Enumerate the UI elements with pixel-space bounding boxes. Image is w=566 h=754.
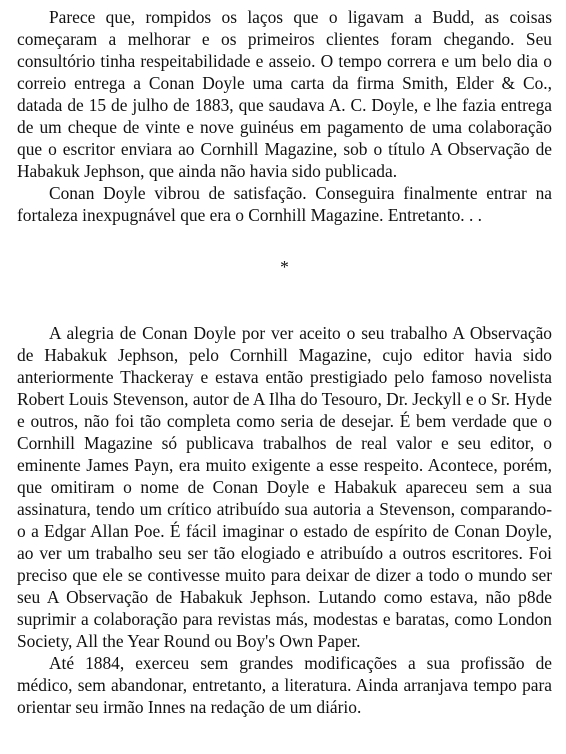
section-separator: * <box>280 257 289 277</box>
paragraph-ate-1884: Até 1884, exerceu sem grandes modificações a sua profissão de médico, sem abandonar, entretanto, a literatura. Ainda arranjava tempo para orientar seu irmão Innes na redação de um diário. <box>17 653 552 717</box>
paragraph-vibrou: Conan Doyle vibrou de satisfação. Conseguira finalmente entrar na fortaleza inexpugnável que era o Cornhill Magazine. Entretanto. . . <box>17 183 552 225</box>
document-page <box>17 6 552 718</box>
paragraph-alegria: A alegria de Conan Doyle por ver aceito o seu trabalho A Observação de Habakuk Jephson, pelo Cornhill Magazine, cujo editor havia sido anteriormente Thackeray e estava então prestigiado pelo famoso novelista Robert Louis Stevenson, autor de A Ilha do Tesouro, Dr. Jeckyll e o Sr. Hyde e outros, não foi tão completa como seria de desejar. É bem verdade que o Cornhill Magazine só publicava trabalhos de real valor e seu editor, o eminente James Payn, era muito exigente a esse respeito. Acontece, porém, que omitiram o nome de Conan Doyle e Habakuk apareceu sem a sua assinatura, tendo um crítico atribuído sua autoria a Stevenson, comparando-o a Edgar Allan Poe. É fácil imaginar o estado de espírito de Conan Doyle, ao ver um trabalho seu ser tão elogiado e atribuído a outros escritores. Foi preciso que ele se contivesse muito para deixar de dizer a todo o mundo ser seu A Observação de Habakuk Jephson. Lutando como estava, não p8de suprimir a colaboração para revistas más, modestas e baratas, como London Society, All the Year Round ou Boy's Own Paper. <box>17 323 552 651</box>
paragraph-consultorio: Parece que, rompidos os laços que o ligavam a Budd, as coisas começaram a melhorar e os primeiros clientes foram chegando. Seu consultório tinha respeitabilidade e asseio. O tempo correra e um belo dia o correio entrega a Conan Doyle uma carta da firma Smith, Elder & Co., datada de 15 de julho de 1883, que saudava A. C. Doyle, e lhe fazia entrega de um cheque de vinte e nove guinéus em pagamento de uma colaboração que o escritor enviara ao Cornhill Magazine, sob o título A Observação de Habakuk Jephson, que ainda não havia sido publicada. <box>17 7 552 181</box>
